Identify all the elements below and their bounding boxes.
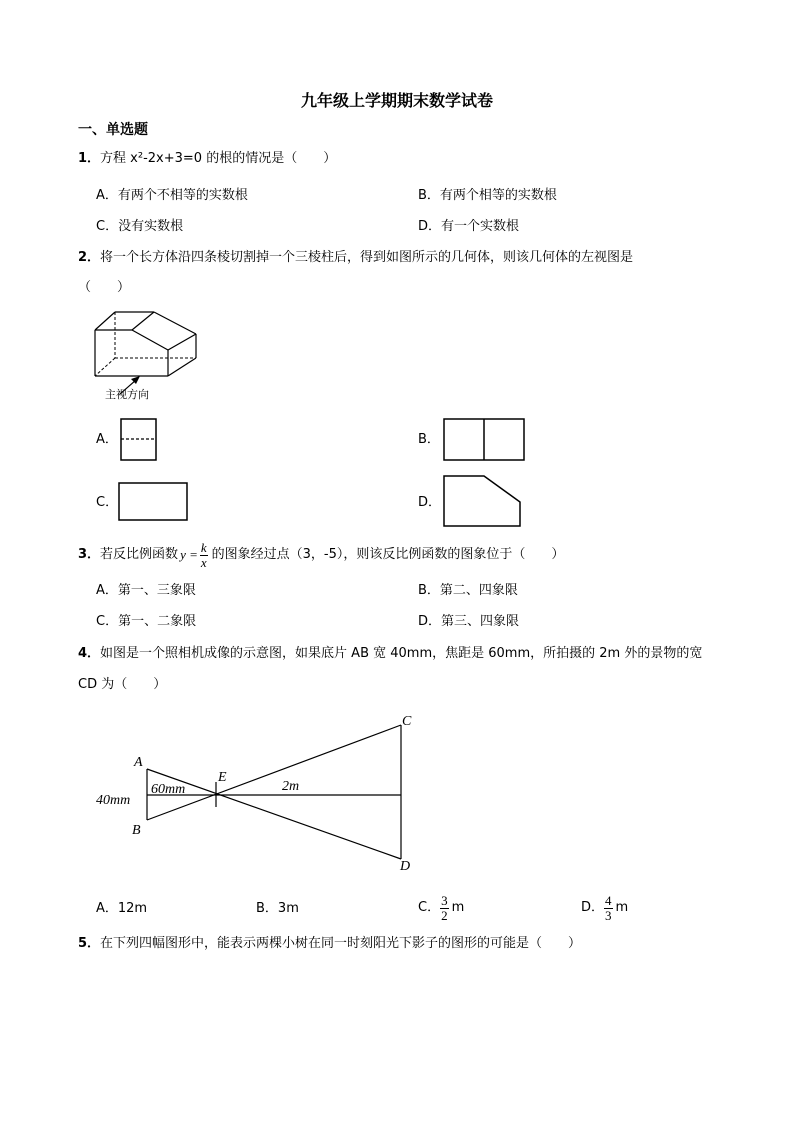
question-stem: 在下列四幅图形中，能表示两棵小树在同一时刻阳光下影子的图形的可能是（ ） bbox=[100, 936, 582, 951]
q2-option-c[interactable]: C． bbox=[96, 495, 119, 510]
question-stem-pre: 若反比例函数 bbox=[100, 547, 179, 562]
question-5 bbox=[78, 935, 581, 953]
question-3 bbox=[78, 538, 564, 572]
q3-option-d[interactable]: D．第三、四象限 bbox=[418, 614, 520, 629]
section-heading: 一、单选题 bbox=[78, 122, 148, 138]
question-stem: 方程 x²-2x+3=0 的根的情况是（ ） bbox=[100, 151, 337, 166]
q2-option-d[interactable]: D． bbox=[418, 495, 442, 510]
option-letter: D． bbox=[581, 900, 605, 915]
ab-length-label: 40mm bbox=[96, 793, 131, 808]
q1-option-b[interactable]: B．有两个相等的实数根 bbox=[418, 188, 557, 203]
fraction-numerator: k bbox=[200, 539, 207, 555]
q4-option-c[interactable] bbox=[418, 888, 464, 928]
q2-option-d-figure[interactable] bbox=[442, 474, 524, 530]
q2-option-b[interactable]: B． bbox=[418, 432, 440, 447]
option-fraction bbox=[440, 894, 449, 923]
question-number: 5． bbox=[78, 936, 101, 951]
option-unit: m bbox=[451, 900, 465, 915]
fraction-numerator: 3 bbox=[441, 892, 448, 908]
q3-option-a[interactable]: A．第一、三象限 bbox=[96, 583, 196, 598]
q4-option-d[interactable] bbox=[581, 888, 628, 928]
option-letter: C． bbox=[418, 900, 441, 915]
distance-label: 2m bbox=[282, 779, 300, 794]
question-stem-post: 的图象经过点（3，-5），则该反比例函数的图象位于（ ） bbox=[211, 547, 565, 562]
fraction-numerator: 4 bbox=[605, 892, 612, 908]
focal-length-label: 60mm bbox=[151, 782, 186, 797]
q2-option-b-figure[interactable] bbox=[442, 417, 526, 463]
q2-option-c-figure[interactable] bbox=[117, 481, 189, 523]
question-1 bbox=[78, 150, 336, 168]
question-number: 3． bbox=[78, 547, 101, 562]
point-a-label: A bbox=[134, 755, 143, 770]
option-unit: m bbox=[615, 900, 629, 915]
point-c-label: C bbox=[402, 714, 412, 729]
q3-option-b[interactable]: B．第二、四象限 bbox=[418, 583, 518, 598]
point-b-label: B bbox=[132, 823, 141, 838]
question-2 bbox=[78, 249, 633, 267]
point-e-label: E bbox=[218, 770, 227, 785]
question-stem: 将一个长方体沿四条棱切割掉一个三棱柱后，得到如图所示的几何体，则该几何体的左视图是 bbox=[100, 250, 634, 265]
q1-option-d[interactable]: D．有一个实数根 bbox=[418, 219, 520, 234]
q4-camera-diagram bbox=[90, 708, 430, 880]
q4-option-b[interactable]: B．3m bbox=[256, 901, 299, 916]
q4-option-a[interactable]: A．12m bbox=[96, 901, 148, 916]
q2-answer-paren: （ ） bbox=[78, 280, 131, 295]
point-d-label: D bbox=[400, 859, 411, 874]
q3-option-c[interactable]: C．第一、二象限 bbox=[96, 614, 197, 629]
question-4-continued: CD 为（ ） bbox=[78, 677, 167, 692]
q2-option-a-figure[interactable] bbox=[119, 418, 159, 462]
question-number: 2． bbox=[78, 250, 101, 265]
question-4 bbox=[78, 645, 702, 663]
question-number: 4． bbox=[78, 646, 101, 661]
q2-view-direction-label: 主视方向 bbox=[105, 389, 149, 401]
q1-option-c[interactable]: C．没有实数根 bbox=[96, 219, 184, 234]
function-fraction bbox=[200, 541, 208, 570]
question-number: 1． bbox=[78, 151, 101, 166]
q2-option-a[interactable]: A． bbox=[96, 432, 118, 447]
question-stem: 如图是一个照相机成像的示意图，如果底片 AB 宽 40mm，焦距是 60mm，所拍摄的 2m 外的景物的宽 bbox=[100, 646, 703, 661]
fraction-denominator: 2 bbox=[441, 907, 448, 923]
q1-option-a[interactable]: A．有两个不相等的实数根 bbox=[96, 188, 248, 203]
page-title: 九年级上学期期末数学试卷 bbox=[300, 91, 493, 110]
fraction-denominator: 3 bbox=[605, 907, 612, 923]
function-y-equals: y = bbox=[180, 547, 198, 562]
option-fraction bbox=[604, 894, 613, 923]
fraction-denominator: x bbox=[200, 554, 207, 570]
